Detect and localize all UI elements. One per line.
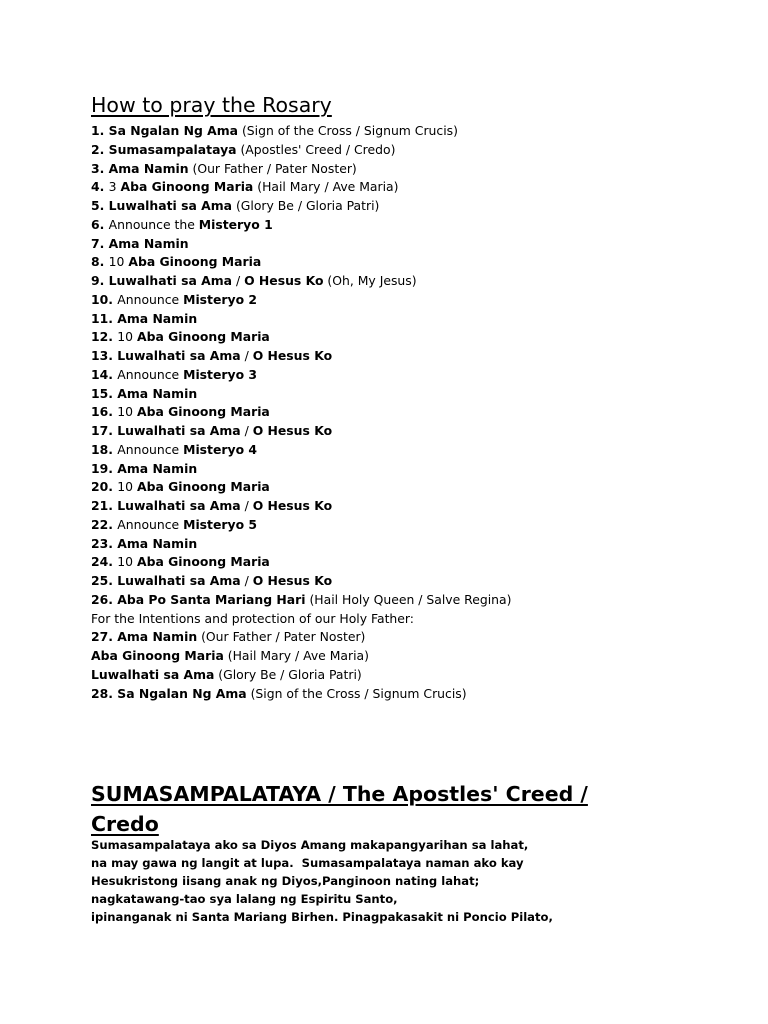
step-text: Announce: [117, 366, 184, 382]
step-text: (Hail Holy Queen / Salve Regina): [305, 591, 512, 607]
step-bold-text: O Hesus Ko: [252, 498, 333, 513]
step-bold-text: 18.: [91, 441, 118, 457]
creed-line: ipinanganak ni Santa Mariang Birhen. Pinagpakasakit ni Poncio Pilato,: [91, 910, 553, 924]
step-text: (Our Father / Pater Noster): [197, 629, 366, 645]
step-bold-text: Sumasampalataya: [108, 141, 237, 157]
rosary-step: [91, 178, 511, 197]
step-bold-text: 22.: [91, 516, 118, 532]
step-text: (Apostles' Creed / Credo): [236, 141, 396, 157]
rosary-step: [91, 253, 511, 272]
step-bold-text: 13.: [91, 348, 118, 363]
step-bold-text: 28.: [91, 685, 118, 701]
rosary-step: [91, 666, 511, 685]
step-bold-text: O Hesus Ko: [244, 273, 324, 288]
rosary-step: [91, 460, 511, 479]
step-text: 10: [117, 404, 137, 420]
step-text: /: [240, 348, 253, 363]
step-bold-text: 12.: [91, 329, 118, 345]
step-bold-text: Ama Namin: [117, 460, 198, 476]
step-bold-text: 14.: [91, 366, 118, 382]
step-bold-text: 4.: [91, 179, 109, 195]
rosary-step: [91, 347, 511, 366]
rosary-step: [91, 216, 511, 235]
step-text: 10: [117, 329, 137, 345]
step-bold-text: Misteryo 1: [198, 216, 273, 232]
step-bold-text: Aba Po Santa Mariang Hari: [117, 591, 306, 607]
rosary-step: [91, 328, 511, 347]
step-bold-text: 23.: [91, 535, 118, 551]
step-text: (Sign of the Cross / Signum Crucis): [238, 123, 458, 138]
rosary-step: [91, 478, 511, 497]
rosary-step: [91, 516, 511, 535]
rosary-step: [91, 272, 511, 291]
rosary-step: [91, 403, 511, 422]
step-text: (Sign of the Cross / Signum Crucis): [246, 685, 467, 701]
rosary-step: [91, 385, 511, 404]
step-bold-text: 25.: [91, 573, 118, 588]
rosary-step: [91, 647, 511, 666]
step-text: Announce: [117, 441, 184, 457]
step-bold-text: Aba Ginoong Maria: [136, 329, 270, 345]
rosary-step: [91, 160, 511, 179]
creed-line: Hesukristong iisang anak ng Diyos,Panginoon nating lahat;: [91, 874, 480, 888]
step-bold-text: Aba Ginoong Maria: [136, 404, 270, 420]
step-bold-text: Aba Ginoong Maria: [120, 179, 254, 195]
step-bold-text: 27.: [91, 629, 118, 645]
rosary-step: [91, 310, 511, 329]
step-bold-text: O Hesus Ko: [252, 573, 333, 588]
step-bold-text: Luwalhati sa Ama: [117, 423, 241, 438]
rosary-step: [91, 572, 511, 591]
step-bold-text: Luwalhati sa Ama: [108, 198, 233, 213]
rosary-step: [91, 591, 511, 610]
step-text: Announce: [117, 291, 184, 307]
step-bold-text: Misteryo 2: [183, 291, 258, 307]
rosary-step: [91, 535, 511, 554]
step-bold-text: 21.: [91, 498, 118, 513]
step-bold-text: 26.: [91, 591, 118, 607]
step-bold-text: Misteryo 5: [183, 516, 258, 532]
creed-line: na may gawa ng langit at lupa. Sumasampalataya naman ako kay: [91, 856, 524, 870]
step-bold-text: O Hesus Ko: [252, 423, 333, 438]
step-bold-text: 8.: [91, 254, 109, 270]
step-bold-text: 1.: [91, 123, 109, 138]
step-text: For the Intentions and protection of our Holy Father:: [91, 610, 414, 626]
step-text: (Our Father / Pater Noster): [188, 160, 357, 176]
step-bold-text: 6.: [91, 216, 109, 232]
step-bold-text: Aba Ginoong Maria: [136, 554, 270, 570]
rosary-steps-list: [91, 122, 511, 703]
step-bold-text: 3.: [91, 160, 109, 176]
step-bold-text: Luwalhati sa Ama: [117, 498, 241, 513]
step-text: Announce: [117, 516, 184, 532]
rosary-step: [91, 441, 511, 460]
step-bold-text: O Hesus Ko: [252, 348, 333, 363]
step-bold-text: Misteryo 4: [183, 441, 258, 457]
step-bold-text: Sa Ngalan Ng Ama: [108, 123, 239, 138]
step-bold-text: Aba Ginoong Maria: [128, 254, 262, 270]
rosary-step: [91, 628, 511, 647]
step-text: (Hail Mary / Ave Maria): [223, 648, 369, 663]
step-bold-text: 24.: [91, 554, 118, 570]
step-bold-text: Misteryo 3: [183, 366, 258, 382]
step-bold-text: Luwalhati sa Ama: [108, 273, 233, 288]
step-bold-text: Ama Namin: [108, 160, 189, 176]
rosary-step: [91, 553, 511, 572]
rosary-step: [91, 235, 511, 254]
step-bold-text: Luwalhati sa Ama: [117, 573, 241, 588]
step-text: /: [240, 423, 253, 438]
rosary-step: [91, 685, 511, 704]
step-text: 3: [108, 179, 121, 195]
step-text: (Hail Mary / Ave Maria): [253, 179, 399, 195]
step-text: Announce the: [108, 216, 199, 232]
step-bold-text: 17.: [91, 423, 118, 438]
rosary-step: [91, 141, 511, 160]
rosary-step: [91, 197, 511, 216]
step-bold-text: 20.: [91, 479, 118, 495]
creed-line: nagkatawang-tao sya lalang ng Espiritu Santo,: [91, 892, 398, 906]
step-bold-text: Luwalhati sa Ama: [91, 666, 215, 682]
step-text: 10: [117, 479, 137, 495]
step-bold-text: Sa Ngalan Ng Ama: [117, 685, 247, 701]
step-bold-text: 16.: [91, 404, 118, 420]
step-bold-text: 10.: [91, 291, 118, 307]
step-bold-text: Ama Namin: [108, 235, 189, 251]
step-bold-text: Aba Ginoong Maria: [91, 648, 224, 663]
rosary-step: [91, 610, 511, 629]
rosary-step: [91, 422, 511, 441]
rosary-step: [91, 122, 511, 141]
step-text: /: [232, 273, 245, 288]
step-text: /: [240, 573, 253, 588]
step-bold-text: 7.: [91, 235, 109, 251]
step-bold-text: Ama Namin: [117, 629, 198, 645]
step-text: (Glory Be / Gloria Patri): [232, 198, 380, 213]
rosary-step: [91, 497, 511, 516]
step-bold-text: 9.: [91, 273, 109, 288]
page-title: How to pray the Rosary: [91, 93, 332, 117]
step-text: /: [240, 498, 253, 513]
step-bold-text: 2.: [91, 141, 109, 157]
step-text: 10: [117, 554, 137, 570]
step-bold-text: Ama Namin: [117, 310, 198, 326]
creed-line: Sumasampalataya ako sa Diyos Amang makapangyarihan sa lahat,: [91, 838, 529, 852]
creed-text: [91, 836, 553, 926]
step-bold-text: Ama Namin: [117, 385, 198, 401]
step-bold-text: Ama Namin: [117, 535, 198, 551]
step-bold-text: 15.: [91, 385, 118, 401]
step-bold-text: Luwalhati sa Ama: [117, 348, 241, 363]
step-bold-text: Aba Ginoong Maria: [136, 479, 270, 495]
step-bold-text: 11.: [91, 310, 118, 326]
rosary-step: [91, 366, 511, 385]
rosary-step: [91, 291, 511, 310]
step-text: (Oh, My Jesus): [323, 273, 417, 288]
step-text: 10: [108, 254, 129, 270]
step-bold-text: 5.: [91, 198, 109, 213]
creed-title: SUMASAMPALATAYA / The Apostles' Creed / Credo: [91, 782, 588, 836]
step-bold-text: 19.: [91, 460, 118, 476]
step-text: (Glory Be / Gloria Patri): [214, 666, 362, 682]
